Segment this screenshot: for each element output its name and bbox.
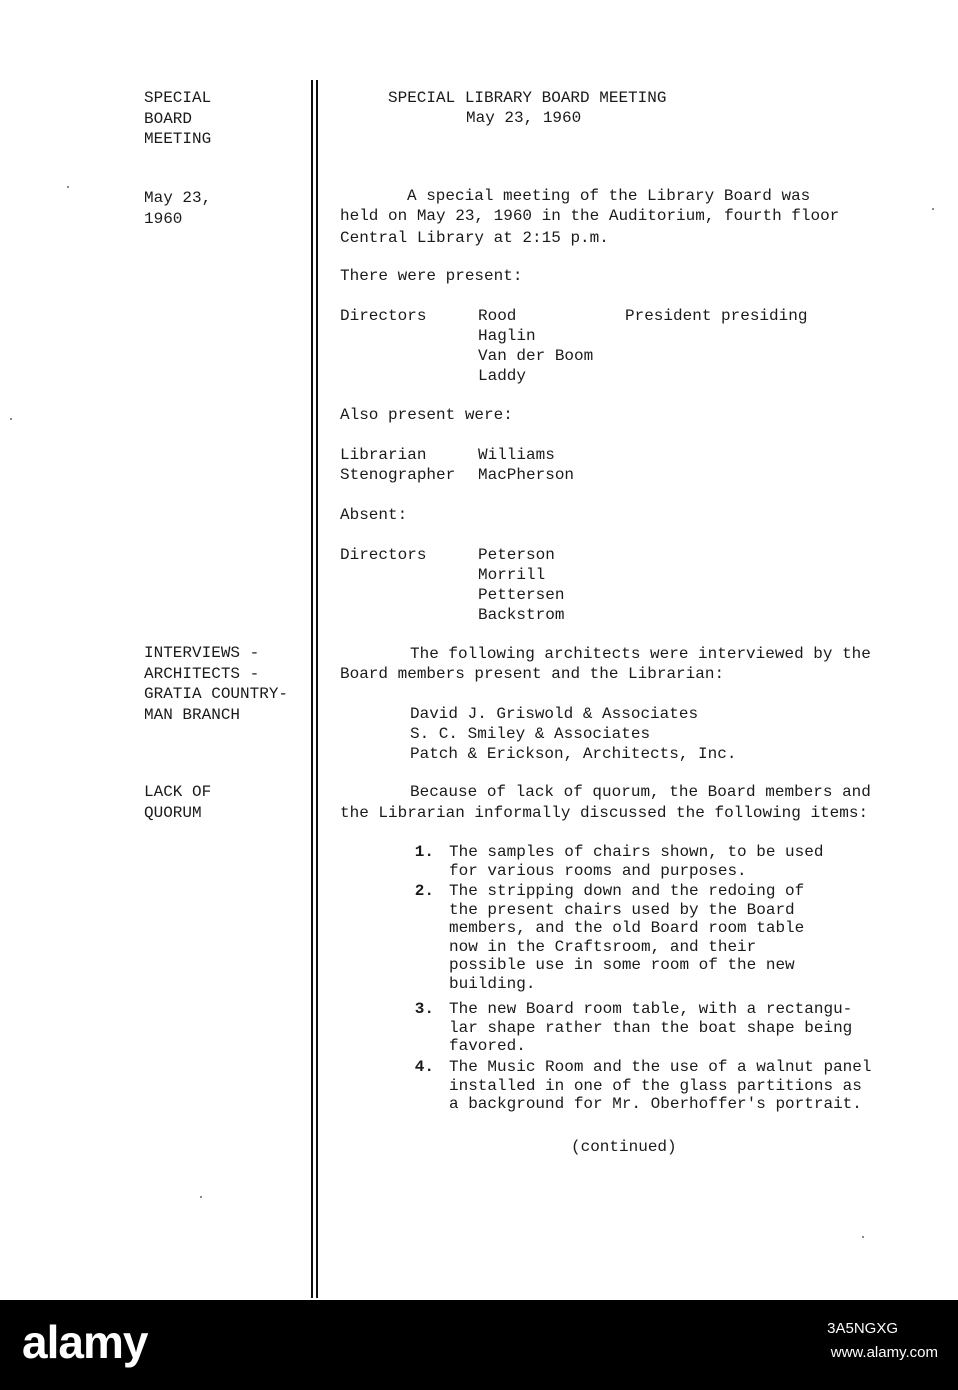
present-name: Haglin (478, 327, 536, 345)
margin-note-special-board-meeting: SPECIAL BOARD MEETING (144, 89, 212, 148)
list-item-text: The new Board room table, with a rectangu- lar shape rather than the boat shape being favored. (449, 1000, 853, 1055)
present-name: Laddy (478, 367, 527, 385)
absent-name: Pettersen (478, 586, 565, 604)
image-code: 3A5NGXG (827, 1320, 898, 1337)
scan-speck (10, 418, 12, 420)
watermark-footer (0, 1300, 958, 1390)
list-item-text: The Music Room and the use of a walnut panel installed in one of the glass partitions as a background for Mr. Oberhoffer's portrait. (449, 1058, 872, 1113)
architect-item: S. C. Smiley & Associates (410, 725, 651, 743)
list-item-text: The stripping down and the redoing of the present chairs used by the Board members, and the old Board room table now in the Craftsroom, and their possible use in some room of the new building. (449, 882, 805, 993)
present-note: President presiding (625, 307, 808, 325)
intro-line-2: held on May 23, 1960 in the Auditorium, fourth floor (340, 207, 840, 225)
document-title: SPECIAL LIBRARY BOARD MEETING (388, 89, 667, 107)
list-item-text: The samples of chairs shown, to be used for various rooms and purposes. (449, 843, 824, 880)
absent-heading: Absent: (340, 506, 408, 524)
list-number: 1. (414, 843, 434, 861)
intro-line-1: A special meeting of the Library Board was (407, 187, 811, 205)
site-url: www.alamy.com (830, 1344, 938, 1361)
scan-speck (67, 186, 69, 188)
present-name: Rood (478, 307, 517, 325)
quorum-line-2: the Librarian informally discussed the following items: (340, 804, 869, 822)
also-present-name: MacPherson (478, 466, 575, 484)
list-number: 2. (414, 882, 434, 900)
present-name: Van der Boom (478, 347, 594, 365)
also-present-heading: Also present were: (340, 406, 513, 424)
present-role: Directors (340, 307, 427, 325)
absent-role: Directors (340, 546, 427, 564)
alamy-logo: alamy (22, 1316, 148, 1368)
also-present-name: Williams (478, 446, 555, 464)
absent-name: Backstrom (478, 606, 565, 624)
also-present-role: Stenographer (340, 466, 456, 484)
architect-item: David J. Griswold & Associates (410, 705, 699, 723)
absent-name: Morrill (478, 566, 546, 584)
scan-speck (862, 1236, 864, 1238)
intro-line-3: Central Library at 2:15 p.m. (340, 229, 609, 247)
margin-note-date: May 23, 1960 (144, 189, 212, 228)
margin-rule-left (311, 80, 313, 1298)
scan-speck (200, 1196, 202, 1198)
list-number: 3. (414, 1000, 434, 1018)
scan-speck (932, 208, 934, 210)
document-date: May 23, 1960 (466, 109, 582, 127)
list-number: 4. (414, 1058, 434, 1076)
margin-note-interviews: INTERVIEWS - ARCHITECTS - GRATIA COUNTRY- MAN BRANCH (144, 644, 289, 724)
present-heading: There were present: (340, 267, 523, 285)
margin-rule-right (316, 80, 318, 1298)
architect-item: Patch & Erickson, Architects, Inc. (410, 745, 737, 763)
quorum-line-1: Because of lack of quorum, the Board members and (410, 783, 871, 801)
absent-name: Peterson (478, 546, 555, 564)
margin-note-lack-of-quorum: LACK OF QUORUM (144, 783, 212, 822)
also-present-role: Librarian (340, 446, 427, 464)
interviews-line-1: The following architects were interviewed by the (410, 645, 871, 663)
interviews-line-2: Board members present and the Librarian: (340, 665, 725, 683)
continued-note: (continued) (571, 1138, 677, 1156)
